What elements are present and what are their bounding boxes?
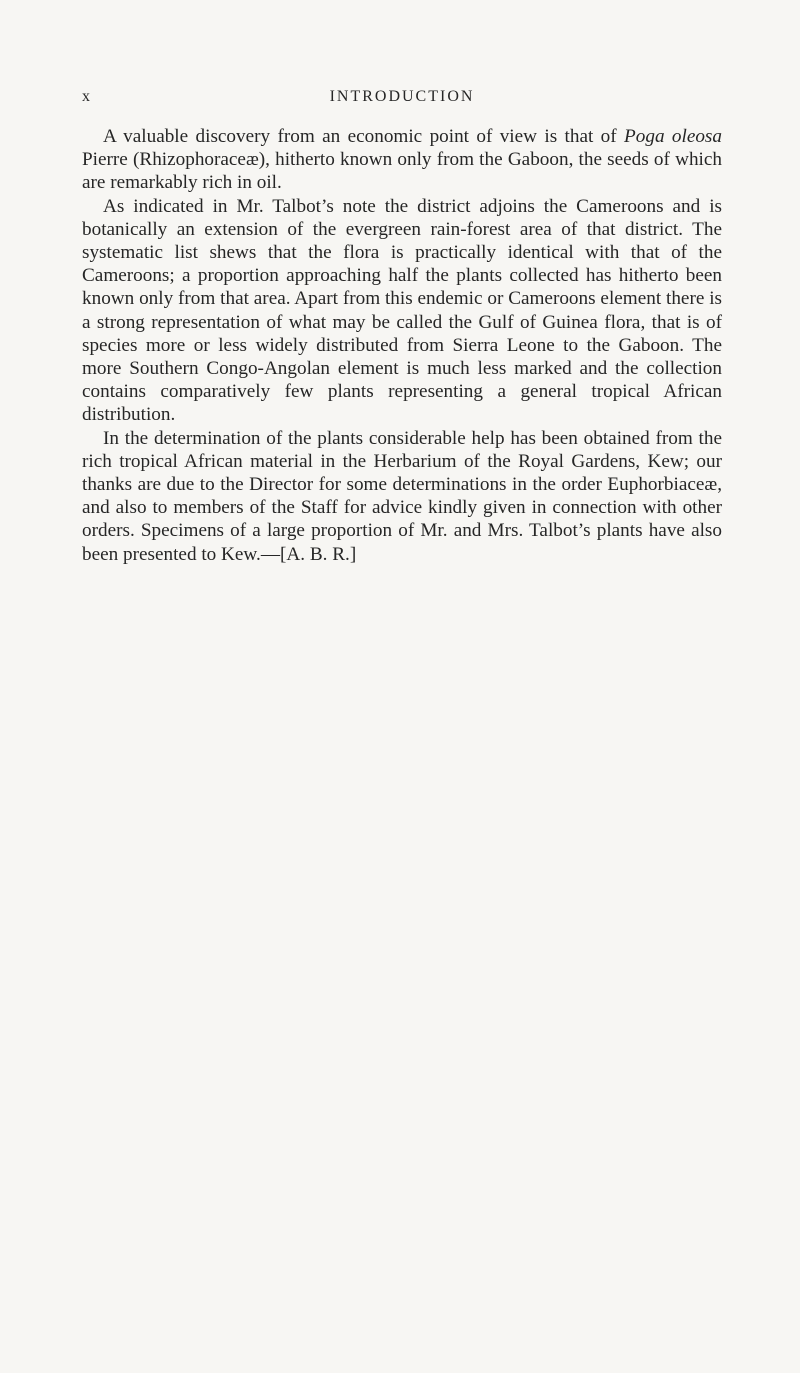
- species-name-italic: Poga oleosa: [624, 126, 722, 147]
- running-head: [82, 88, 722, 112]
- paragraph-poga-discovery: [82, 125, 722, 195]
- paragraph-district-flora: As indicated in Mr. Talbot’s note the district adjoins the Cameroons and is botanically an extension of the evergreen rain-forest area of that district. The systematic list shews that the flora is practically identical with that of the Cameroons; a proportion approaching half the plants collected has hitherto been known only from that area. Apart from this endemic or Cameroons element there is a strong representation of what may be called the Gulf of Guinea flora, that is of species more or less widely distributed from Sierra Leone to the Gaboon. The more Southern Congo-Angolan element is much less marked and the collection contains comparatively few plants representing a general tropical African distribution.: [82, 195, 722, 426]
- running-title: INTRODUCTION: [329, 88, 475, 105]
- paragraph-acknowledgements: In the determination of the plants considerable help has been obtained from the rich tropical African material in the Herbarium of the Royal Gardens, Kew; our thanks are due to the Director for some determinations in the order Euphorbiaceæ, and also to members of the Staff for advice kindly given in connection with other orders. Specimens of a large proportion of Mr. and Mrs. Talbot’s plants have also been presented to Kew.—[A. B. R.]: [82, 427, 722, 565]
- paragraph-text-before: A valuable discovery from an economic point of view is that of: [103, 126, 625, 147]
- page-number: x: [82, 88, 91, 105]
- body-text: [82, 125, 722, 566]
- paragraph-text-after: Pierre (Rhizophoraceæ), hitherto known only from the Gaboon, the seeds of which are remarkably rich in oil.: [82, 149, 722, 194]
